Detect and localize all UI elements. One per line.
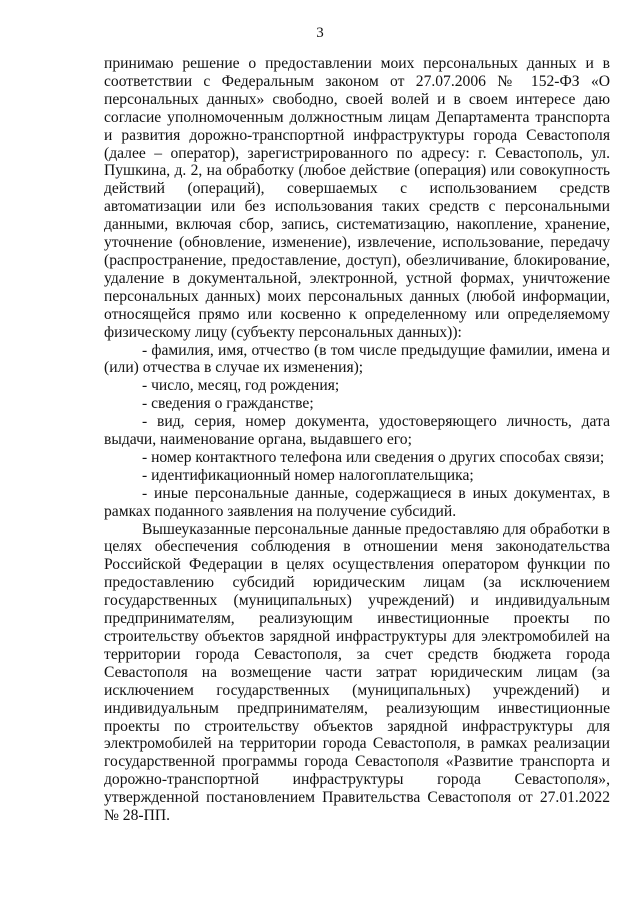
list-item: - сведения о гражданстве; xyxy=(142,395,314,413)
page-number: 3 xyxy=(316,25,324,41)
list-item: - идентификационный номер налогоплательщика; xyxy=(142,466,474,484)
consent-paragraph: принимаю решение о предоставлении моих персональных данных и в соответствии с Федеральным законом от 27.07.2006 № 152-ФЗ «О персональных данных» свободно, своей волей и в своем интересе даю согласие уполномоченным должностным лицам Департамента транспорта и развития дорожно-транспортной инфраструктуры города Севастополя (далее – оператор), зарегистрированного по адресу: г. Севастополь, ул. Пушкина, д. 2, на обработку (любое действие (операция) или совокупность действий (операций), совершаемых с использованием средств автоматизации или без использования таких средств с персональными данными, включая сбор, запись, систематизацию, накопление, хранение, уточнение (обновление, изменение), извлечение, использование, передачу (распространение, предоставление, доступ), обезличивание, блокирование, удаление в документальной, электронной, устной формах, уничтожение персональных данных) моих персональных данных (любой информации, относящейся прямо или косвенно к определенному или определяемому физическому лицу (субъекту персональных данных)): xyxy=(104,55,610,341)
purpose-paragraph: Вышеуказанные персональные данные предоставляю для обработки в целях обеспечения соблюдения в отношении меня законодательства Российской Федерации в целях осуществления оператором функции по предоставлению субсидий юридическим лицам (за исключением государственных (муниципальных) учреждений) и индивидуальным предпринимателям, реализующим инвестиционные проекты по строительству объектов зарядной инфраструктуры для электромобилей на территории города Севастополя, за счет средств бюджета города Севастополя на возмещение части затрат юридическим лицам (за исключением государственных (муниципальных) учреждений) и индивидуальным предпринимателям, реализующим инвестиционные проекты по строительству объектов зарядной инфраструктуры для электромобилей на территории города Севастополя, в рамках реализации государственной программы города Севастополя «Развитие транспорта и дорожно-транспортной инфраструктуры города Севастополя», утвержденной постановлением Правительства Севастополя от 27.01.2022 № 28-ПП. xyxy=(104,520,610,825)
list-item: - иные персональные данные, содержащиеся в иных документах, в рамках поданного заявления на получение субсидий. xyxy=(104,484,610,520)
document-body xyxy=(104,55,610,825)
list-item: - номер контактного телефона или сведения о других способах связи; xyxy=(142,448,605,466)
list-item: - фамилия, имя, отчество (в том числе предыдущие фамилии, имена и (или) отчества в случае их изменения); xyxy=(104,341,610,377)
list-item: - вид, серия, номер документа, удостоверяющего личность, дата выдачи, наименование органа, выдавшего его; xyxy=(104,413,610,449)
personal-data-list xyxy=(104,342,610,521)
list-item: - число, месяц, год рождения; xyxy=(142,377,340,395)
